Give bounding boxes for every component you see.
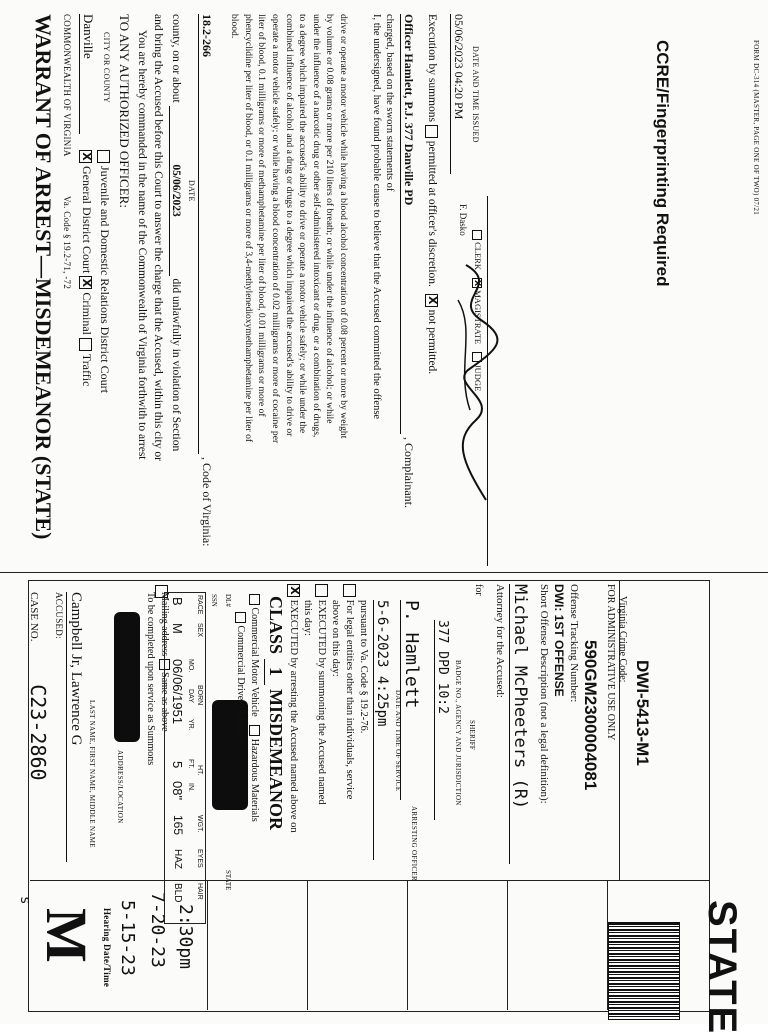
weight-value: 165 bbox=[171, 815, 185, 836]
executed-summons-line2: above on this day: bbox=[330, 600, 341, 677]
for-row bbox=[473, 584, 484, 814]
service-datetime: 5-6-2023 4:25pm bbox=[373, 600, 390, 860]
legal-entity-checkbox[interactable] bbox=[343, 584, 356, 597]
feet-value: 5 bbox=[170, 761, 185, 769]
not-permitted-label: not permitted. bbox=[425, 309, 438, 375]
attorney-label: Attorney for the Accused: bbox=[494, 584, 506, 698]
judge-checkbox[interactable] bbox=[472, 352, 482, 362]
mailing-label: Mailing address bbox=[159, 592, 170, 657]
ssn-label: SSN bbox=[210, 594, 218, 607]
clerk-label: CLERK bbox=[473, 242, 483, 270]
general-court-label: General District Court bbox=[80, 166, 94, 274]
charge-line: blood. bbox=[229, 14, 241, 39]
same-as-above-label: Same as above bbox=[159, 672, 170, 732]
issuer-role-row bbox=[472, 230, 483, 391]
legal-entity-row bbox=[343, 584, 356, 799]
badge-caption: BADGE NO., AGENCY AND JURISDICTION bbox=[454, 660, 462, 806]
issuer-name: F. Dasko bbox=[458, 204, 468, 236]
inches-subheader: IN. bbox=[187, 783, 194, 792]
city-county-caption: CITY OR COUNTY bbox=[102, 32, 111, 104]
class-big-letter: M bbox=[34, 908, 99, 963]
charge-line: combined influence of alcohol and a drug or drugs to a degree which impaired the accused's ability to drive or bbox=[283, 14, 295, 437]
issued-datetime: 05/06/2023 04:20 PM bbox=[450, 14, 466, 174]
form-id: FORM DC-314 (MASTER, PAGE ONE OF TWO) 07/21 bbox=[752, 40, 760, 216]
sheriff-caption: SHERIFF bbox=[468, 720, 476, 751]
charge-line: by volume or 0.08 grams or more per 210 liters of breath; or while under the influence of alcohol; or while bbox=[324, 14, 336, 424]
hearing-rule-1 bbox=[207, 880, 208, 1010]
short-description-value: DWI: 1ST OFFENSE bbox=[552, 584, 566, 697]
class-number: 1 bbox=[264, 659, 286, 685]
legal-entity-label: For legal entities other than individuals, service bbox=[344, 599, 356, 800]
right-column-divider bbox=[30, 880, 710, 881]
hearing-date-1: 5-15-23 bbox=[117, 900, 138, 976]
year-subheader: YR. bbox=[187, 719, 194, 731]
cmv-label: Commercial Motor Vehicle bbox=[249, 607, 260, 717]
magistrate-label: MAGISTRATE bbox=[473, 290, 483, 345]
for-label: for bbox=[473, 584, 484, 596]
criminal-checkbox[interactable]: X bbox=[79, 276, 92, 289]
code-section-value: 18.2-266 bbox=[198, 14, 214, 454]
crime-code-value: DWI-5413-M1 bbox=[633, 660, 652, 766]
weight-header: WGT. bbox=[196, 815, 203, 833]
born-header: BORN bbox=[196, 685, 203, 706]
race-value: B bbox=[170, 597, 185, 606]
badge-agency: 377 DPD 10:2 bbox=[434, 620, 450, 820]
juvenile-court-row bbox=[97, 150, 112, 393]
charge-line: phencyclidine per liter of blood, or 0.1 milligrams or more of 3,4-methylenedioxymethamphetamine per liter of bbox=[242, 14, 254, 443]
commonwealth-label: COMMONWEALTH OF VIRGINIA bbox=[62, 14, 72, 157]
admin-use-label: FOR ADMINISTRATIVE USE ONLY bbox=[605, 584, 616, 741]
class-row bbox=[264, 596, 286, 830]
complainant-officer: Officer Hamlett, P.J. 377 Danville PD bbox=[400, 14, 416, 434]
height-header: HT. bbox=[196, 765, 203, 776]
executed-arrest-row bbox=[287, 584, 300, 833]
charge-line: under the influence of a narcotic drug or other self-administered intoxicant or drug, or a combination of drugs, bbox=[310, 14, 322, 438]
va-code-ref: Va. Code § 19.2-71, -72 bbox=[62, 196, 72, 290]
hair-header: HAIR bbox=[196, 883, 203, 900]
date-caption: DATE bbox=[187, 180, 196, 202]
dl-label: DL# bbox=[224, 594, 232, 607]
hearing-rule-2 bbox=[307, 880, 308, 1010]
case-number-value: C23-2860 bbox=[26, 684, 50, 781]
state-stamp: STATE bbox=[700, 900, 744, 1035]
address-caption: ADDRESS/LOCATION bbox=[116, 750, 124, 824]
tracking-label: Offense Tracking Number: bbox=[568, 584, 580, 703]
charge-text bbox=[228, 14, 350, 604]
crime-code-label: Virginia Crime Code: bbox=[617, 596, 628, 683]
hazmat-checkbox[interactable] bbox=[249, 725, 260, 736]
charge-line: operate a motor vehicle safely; or while having a blood concentration of 0.02 milligrams or more of cocaine per bbox=[270, 14, 282, 444]
not-permitted-checkbox[interactable]: X bbox=[425, 294, 438, 307]
attorney-name: Michael McPheeters (R) bbox=[509, 584, 530, 864]
case-number-label: CASE NO. bbox=[28, 592, 40, 642]
magistrate-checkbox[interactable]: X bbox=[472, 280, 482, 287]
short-description-label: Short Offense Description (not a legal definition): bbox=[538, 584, 550, 804]
command-line-3 bbox=[169, 14, 182, 451]
sex-header: SEX bbox=[196, 623, 203, 638]
accused-name: Campbell Jr, Lawrence G bbox=[66, 592, 84, 862]
tracking-number: 590GM2300004081 bbox=[581, 640, 600, 791]
cmv-checkbox[interactable] bbox=[249, 594, 260, 605]
finding-line-1: I, the undersigned, have found probable cause to believe that the Accused committed the offense bbox=[371, 14, 382, 420]
eyes-header: EYES bbox=[196, 849, 203, 868]
name-caption: LAST NAME, FIRST NAME, MIDDLE NAME bbox=[88, 700, 96, 848]
misdemeanor-label: MISDEMEANOR bbox=[266, 689, 286, 831]
inches-value: 08" bbox=[170, 781, 185, 801]
command-line-2: and bring the Accused before this Court to answer the charge that the Accused, within this city or bbox=[152, 14, 164, 461]
execution-row bbox=[425, 14, 438, 374]
hearing-rule-4 bbox=[507, 880, 508, 1010]
code-suffix-label: , Code of Virginia: bbox=[200, 457, 214, 547]
judge-label: JUDGE bbox=[473, 364, 483, 392]
eyes-value: HAZ bbox=[172, 849, 183, 869]
hearing-rule-5 bbox=[607, 880, 608, 1010]
sex-value: M bbox=[170, 623, 185, 634]
hearing-caption: Hearing Date/Time bbox=[102, 908, 112, 988]
arresting-officer-signature: P. Hamlett bbox=[400, 600, 422, 800]
traffic-checkbox[interactable] bbox=[79, 338, 92, 351]
day-subheader: DAY bbox=[187, 689, 194, 703]
complainant-label: , Complainant. bbox=[402, 437, 416, 508]
juvenile-court-label: Juvenile and Domestic Relations District Court bbox=[98, 166, 112, 393]
accused-label: ACCUSED: bbox=[54, 592, 64, 639]
hearing-rule-3 bbox=[407, 880, 408, 1010]
cdl-label: Commercial Driver's License bbox=[235, 625, 246, 743]
executed-summons-checkbox[interactable] bbox=[315, 584, 328, 597]
summons-permitted-checkbox[interactable] bbox=[425, 125, 438, 138]
execution-permitted-label: permitted at officer's discretion. bbox=[425, 140, 438, 287]
charge-line: drive or operate a motor vehicle while having a blood alcohol concentration of 0.08 percent or more by weight bbox=[338, 14, 349, 439]
clerk-checkbox[interactable] bbox=[472, 230, 482, 240]
general-court-checkbox[interactable]: X bbox=[79, 150, 92, 163]
to-officer-heading: TO ANY AUTHORIZED OFFICER: bbox=[117, 14, 132, 208]
class-label: CLASS bbox=[266, 596, 286, 655]
code-section-row bbox=[198, 14, 214, 594]
fold-line bbox=[0, 572, 768, 573]
hair-value: BLD bbox=[172, 883, 183, 903]
executed-summons-label: EXECUTED by summoning the Accused named bbox=[316, 599, 328, 805]
hazmat-label: Hazardous Materials bbox=[249, 738, 260, 822]
court-type-row bbox=[79, 150, 94, 386]
legal-entity-line2: pursuant to Va. Code § 19.2-76. bbox=[358, 600, 369, 734]
barcode bbox=[608, 922, 680, 1020]
executed-summons-row bbox=[315, 584, 328, 805]
on-or-about-label: county, on or about bbox=[170, 14, 182, 103]
hearing-date-2: 7-20-23 bbox=[147, 892, 168, 968]
executed-arrest-line2: this day: bbox=[302, 600, 313, 636]
description-grid bbox=[164, 592, 206, 924]
violation-label: did unlawfully in violation of Section bbox=[170, 278, 182, 452]
case-number-row bbox=[26, 592, 50, 781]
state-label: STATE bbox=[224, 870, 232, 891]
month-subheader: MO. bbox=[187, 659, 194, 673]
summons-line: To be completed upon service as Summons bbox=[145, 592, 156, 766]
vehicle-row bbox=[249, 594, 260, 822]
charge-line: to a degree which impaired the accused's ability to drive or operate a motor vehicle safely; or while under the bbox=[297, 14, 309, 434]
juvenile-court-checkbox[interactable] bbox=[97, 150, 110, 163]
traffic-label: Traffic bbox=[80, 353, 94, 387]
executed-arrest-checkbox[interactable]: X bbox=[287, 584, 300, 597]
command-line-1: You are hereby commanded in the name of the Commonwealth of Virginia forthwith to arrest bbox=[136, 30, 148, 460]
born-value: 06/06/1951 bbox=[170, 659, 185, 725]
race-header: RACE bbox=[196, 595, 203, 615]
criminal-label: Criminal bbox=[80, 292, 94, 335]
cdl-checkbox[interactable] bbox=[235, 612, 246, 623]
warrant-title: WARRANT OF ARREST—MISDEMEANOR (STATE) bbox=[31, 14, 56, 540]
charge-line: liter of blood, 0.1 milligrams or more of methamphetamine per liter of blood, 0.01 milligrams or more of bbox=[256, 14, 268, 417]
cdl-row bbox=[235, 612, 246, 743]
mark-s: s bbox=[17, 896, 33, 905]
service-caption: DATE AND TIME OF SERVICE bbox=[394, 690, 402, 792]
ccre-notice: CCRE/Fingerprinting Required bbox=[653, 40, 672, 287]
issued-caption: DATE AND TIME ISSUED bbox=[471, 46, 480, 143]
finding-line-2: charged, based on the sworn statements of bbox=[384, 14, 395, 192]
hearing-time: 2:30pm bbox=[175, 904, 196, 970]
execution-label: Execution by summons bbox=[425, 14, 438, 122]
complainant-row bbox=[400, 14, 416, 574]
address-redaction bbox=[114, 612, 140, 742]
signature-line bbox=[487, 196, 488, 566]
jurisdiction-value: Danville bbox=[79, 14, 96, 134]
executed-arrest-label: EXECUTED by arresting the Accused named above on bbox=[288, 599, 300, 833]
feet-subheader: FT. bbox=[187, 759, 194, 769]
offense-date-value: 05/06/2023 bbox=[169, 106, 182, 276]
arresting-officer-caption: ARRESTING OFFICER bbox=[410, 806, 418, 881]
